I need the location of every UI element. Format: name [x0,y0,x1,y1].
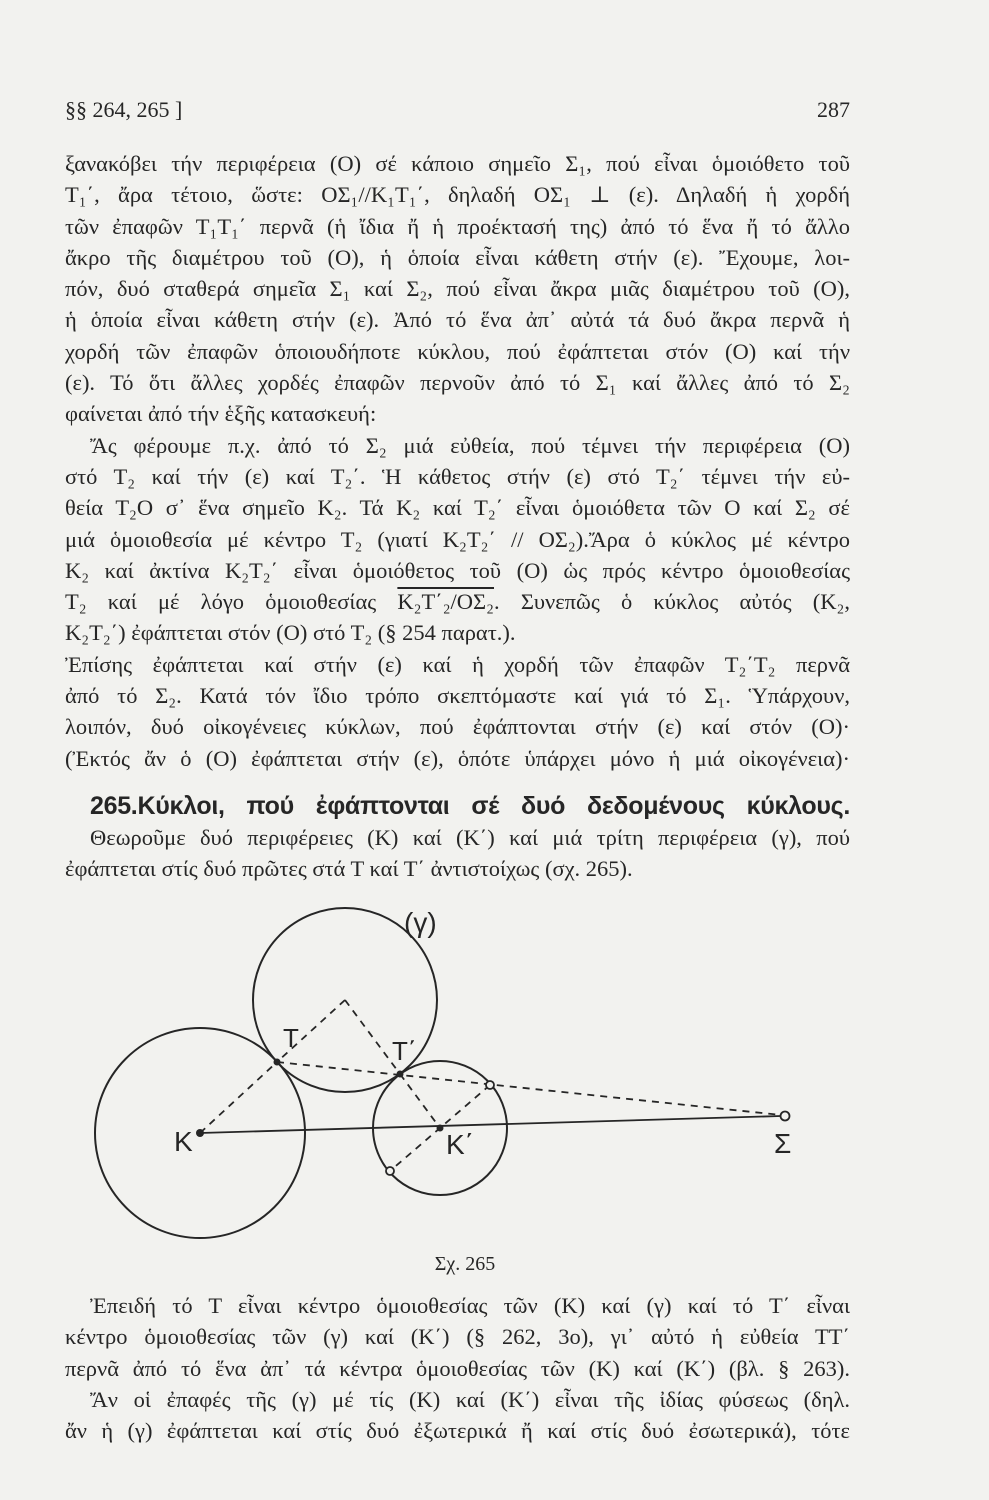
text-line: χορδή τῶν ἐπαφῶν ὁποιουδήποτε κύκλου, πού ἐφάπτεται στόν (Ο) καί τήν [65,338,850,364]
text-line: Ἐπειδή τό Τ εἶναι κέντρο ὁμοιοθεσίας τῶν (Κ) καί (γ) καί τό Τ΄ εἶναι [90,1293,850,1318]
text-line: Ἄν οἱ ἐπαφές τῆς (γ) μέ τίς (Κ) καί (Κ΄) εἶναι τῆς ἰδίας φύσεως (δηλ. [90,1386,850,1412]
label-t: Τ [283,1023,299,1053]
point-sigma [781,1112,790,1121]
chord-line-t-sigma [277,1062,781,1115]
text-line: ἐφάπτεται στίς δυό πρῶτες στά Τ καί Τ΄ ἀντιστοίχως (σχ. 265). [65,856,633,882]
text-line: (Ἐκτός ἄν ὁ (Ο) ἐφάπτεται στήν (ε), ὁπότε ὑπάρχει μόνο ἡ μιά οἰκογένεια)· [65,745,850,771]
point-t [274,1059,281,1066]
text-line: Ἄς φέρουμε π.χ. ἀπό τό Σ₂ μιά εὐθεία, πού τέμνει τήν περιφέρεια (Ο) [90,432,850,458]
text-line: κέντρο ὁμοιοθεσίας τῶν (γ) καί (Κ΄) (§ 262, 3ο), γι᾿ αὐτό ἡ εὐθεία ΤΤ΄ [65,1324,850,1350]
point-diameter-k-prime [386,1167,394,1175]
homothety-ratio: Κ₂Τ΄₂/ΟΣ₂ [397,589,494,615]
text-segment: Τ₂ καί μέ λόγο ὁμοιοθεσίας [65,589,398,615]
point-chord-k-prime [486,1081,494,1089]
text-line: Κ₂Τ₂΄) ἐφάπτεται στόν (Ο) στό Τ₂ (§ 254 παρατ.). [65,620,516,646]
text-line: Θεωροῦμε δυό περιφέρειες (Κ) καί (Κ΄) καί μιά τρίτη περιφέρεια (γ), πού [90,825,850,850]
label-k: Κ [174,1126,193,1157]
text-line: ἀπό τό Σ₂. Κατά τόν ἴδιο τρόπο σκεπτόμαστε καί γιά τό Σ₁. Ὑπάρχουν, [65,683,850,709]
text-line: (ε). Τό ὅτι ἄλλες χορδές ἐπαφῶν περνοῦν ἀπό τό Σ₁ καί ἄλλες ἀπό τό Σ₂ [65,370,850,396]
text-line: φαίνεται ἀπό τήν ἑξῆς κατασκευή: [65,401,377,427]
point-k-prime [437,1125,444,1132]
figure-caption: Σχ. 265 [434,1253,496,1275]
section-265-heading: 265.Κύκλοι, πού ἐφάπτονται σέ δυό δεδομένους κύκλους. [90,792,850,820]
label-t-prime: Τ΄ [392,1036,417,1066]
text-line: στό Τ₂ καί τήν (ε) καί Τ₂΄. Ἡ κάθετος στήν (ε) στό Τ₂΄ τέμνει τήν εὐ- [65,463,850,489]
radius-k-prime-t-prime [400,1074,440,1128]
point-k [196,1129,204,1137]
label-sigma: Σ [774,1128,792,1159]
point-t-prime [397,1071,404,1078]
text-line: πόν, δυό σταθερά σημεῖα Σ₁ καί Σ₂, πού εἶναι ἄκρα μιᾶς διαμέτρου τοῦ (Ο), [65,276,850,302]
text-line: ἄκρο τῆς διαμέτρου τοῦ (Ο), ἡ ὁποία εἶναι κάθετη στήν (ε). Ἔχουμε, λοι- [65,244,850,270]
text-line: Κ₂ καί ἀκτίνα Κ₂Τ₂΄ εἶναι ὁμοιόθετος τοῦ (Ο) ὡς πρός κέντρο ὁμοιοθεσίας [65,557,850,583]
section-265-intro [65,822,850,885]
text-segment: . Συνεπῶς ὁ κύκλος αὐτός (Κ₂, [494,589,850,615]
text-line: ἄν ἡ (γ) ἐφάπτεται καί στίς δυό ἐξωτερικά ἤ καί στίς δυό ἐσωτερικά), τότε [65,1418,850,1444]
text-line: Ἐπίσης ἐφάπτεται καί στήν (ε) καί ἡ χορδή τῶν ἐπαφῶν Τ₂΄Τ₂ περνᾶ [65,651,850,677]
section-264-text [65,148,850,774]
page-number: 287 [817,97,850,122]
text-line: Τ₁΄, ἄρα τέτοιο, ὥστε: ΟΣ₁//Κ₁Τ₁΄, δηλαδή ΟΣ₁ ⊥ (ε). Δηλαδή ἡ χορδή [65,182,850,208]
label-gamma: (γ) [404,907,437,938]
text-line: ἡ ὁποία εἶναι κάθετη στήν (ε). Ἀπό τό ἕνα ἀπ᾿ αὐτά τά δυό ἄκρα περνᾶ ἡ [65,307,850,333]
text-line: μιά ὁμοιοθεσία μέ κέντρο Τ₂ (γιατί Κ₂Τ₂΄ // ΟΣ₂).Ἄρα ὁ κύκλος μέ κέντρο [65,526,850,552]
center-line-k-sigma [200,1116,781,1133]
text-line: λοιπόν, δυό οἰκογένειες κύκλων, πού ἐφάπτονται στήν (ε) καί στόν (Ο)· [65,714,850,740]
label-k-prime: Κ΄ [446,1129,474,1160]
radius-k-t [200,1062,277,1133]
section-265-discussion [65,1290,850,1446]
figure-265 [0,886,989,1246]
text-line: ξανακόβει τήν περιφέρεια (Ο) σέ κάποιο σημεῖο Σ₁, πού εἶναι ὁμοιόθετο τοῦ [65,151,850,176]
text-line: τῶν ἐπαφῶν Τ₁Τ₁΄ περνᾶ (ἡ ἴδια ἤ ἡ προέκτασή της) ἀπό τό ἕνα ἤ τό ἄλλο [65,213,850,239]
text-line: περνᾶ ἀπό τό ἕνα ἀπ᾿ τά κέντρα ὁμοιοθεσίας τῶν (Κ) καί (Κ΄) (βλ. § 263). [65,1355,850,1381]
running-head [65,96,850,124]
text-line: θεία Τ₂Ο σ᾿ ἕνα σημεῖο Κ₂. Τά Κ₂ καί Τ₂΄ εἶναι ὁμοιόθετα τῶν Ο καί Σ₂ σέ [65,495,850,521]
text-line [65,586,850,617]
section-reference: §§ 264, 265 ] [65,97,183,122]
